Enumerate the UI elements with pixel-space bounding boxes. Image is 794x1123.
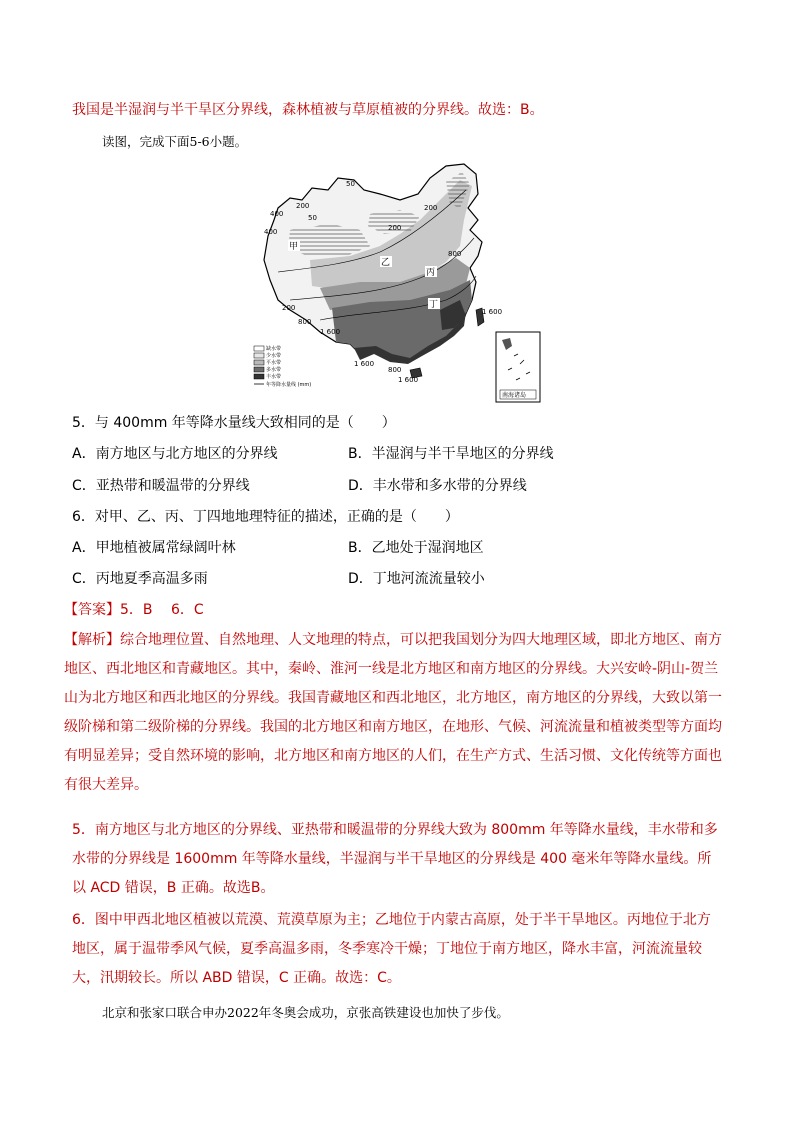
legend-label: 平水带 [266, 360, 282, 366]
explanation-q6: 6．图中甲西北地区植被以荒漠、荒漠草原为主；乙地位于内蒙古高原，处于半干旱地区。丙地位于北方地区，属于温带季风气候，夏季高温多雨，冬季寒冷干燥；丁地位于南方地区，降水丰富，河流流量较大，汛期较长。所以 ABD 错误，C 正确。故选：C。 [72, 912, 711, 986]
analysis-text: 综合地理位置、自然地理、人文地理的特点，可以把我国划分为四大地理区域，即北方地区、南方地区、西北地区和青藏地区。其中，秦岭、淮河一线是北方地区和南方地区的分界线。大兴安岭-阴山-贺兰山为北方地区和西北地区的分界线。我国青藏地区和西北地区，北方地区，南方地区的分界线，大致以第一级阶梯和第二级阶梯的分界线。我国的北方地区和南方地区，在地形、气候、河流流量和植被类型等方面均有明显差异；受自然环境的影响，北方地区和南方地区的人们，在生产方式、生活习惯、文化传统等方面也有很大差异。 [64, 632, 722, 793]
china-map-svg [250, 160, 546, 406]
iso-label: 50 [308, 214, 317, 222]
iso-label: 800 [448, 250, 462, 258]
q5-option-d: D．丰水带和多水带的分界线 [348, 478, 527, 494]
region-label-yi: 乙 [381, 258, 391, 268]
region-label-bing: 丙 [426, 268, 436, 278]
iso-label: 1 600 [354, 360, 375, 368]
answer-text: 5．B 6．C [120, 602, 204, 618]
analysis-paragraph [64, 626, 724, 800]
q6-option-b: B．乙地处于湿润地区 [348, 540, 484, 556]
explanation-q5: 5．南方地区与北方地区的分界线、亚热带和暖温带的分界线大致为 800mm 年等降水量线，丰水带和多水带的分界线是 1600mm 年等降水量线，半湿润与半干旱地区的分界线是 400 毫米年等降水量线。所以 ACD 错误，B 正确。故选B。 [72, 822, 718, 896]
south-sea-inset [496, 332, 540, 402]
iso-label: 200 [296, 202, 310, 210]
q6-option-a: A．甲地植被属常绿阔叶林 [72, 540, 236, 556]
intro-line: 我国是半湿润与半干旱区分界线，森林植被与草原植被的分界线。故选：B。 [72, 102, 544, 118]
answer-tag: 【答案】 [64, 602, 120, 618]
q6-option-c: C．丙地夏季高温多雨 [72, 571, 208, 587]
iso-label: 1 600 [482, 308, 503, 316]
legend-label: 少水带 [266, 353, 282, 359]
next-passage-intro: 北京和张家口联合申办2022年冬奥会成功，京张高铁建设也加快了步伐。 [102, 1005, 509, 1020]
legend-label: 缺水带 [266, 346, 282, 352]
q5-option-a: A．南方地区与北方地区的分界线 [72, 446, 278, 462]
legend-label: 丰水带 [266, 374, 282, 380]
region-label-ding: 丁 [429, 300, 439, 310]
precipitation-map [250, 160, 546, 406]
q5-stem: 5．与 400mm 年等降水量线大致相同的是（ ） [72, 415, 396, 431]
q5-option-b: B．半湿润与半干旱地区的分界线 [348, 446, 554, 462]
inset-label: 南海诸岛 [502, 392, 527, 399]
iso-label: 400 [270, 210, 284, 218]
q6-stem: 6．对甲、乙、丙、丁四地地理特征的描述，正确的是（ ） [72, 509, 459, 525]
iso-label: 1 600 [398, 376, 419, 384]
read-instruction: 读图，完成下面5-6小题。 [102, 134, 248, 149]
answer-line [64, 600, 204, 620]
iso-label: 200 [388, 224, 402, 232]
iso-label: 1 600 [320, 328, 341, 336]
iso-label: 200 [282, 304, 296, 312]
legend-label: 年等降水量线 (mm) [266, 382, 312, 388]
iso-label: 400 [264, 228, 278, 236]
iso-label: 50 [346, 180, 355, 188]
iso-label: 200 [424, 204, 438, 212]
q6-option-d: D．丁地河流流量较小 [348, 571, 485, 587]
map-legend [254, 345, 311, 388]
region-label-jia: 甲 [289, 242, 299, 252]
iso-label: 800 [298, 318, 312, 326]
legend-label: 多水带 [266, 367, 282, 373]
analysis-tag: 【解析】 [64, 632, 120, 648]
iso-label: 800 [388, 366, 402, 374]
q5-option-c: C．亚热带和暖温带的分界线 [72, 478, 250, 494]
